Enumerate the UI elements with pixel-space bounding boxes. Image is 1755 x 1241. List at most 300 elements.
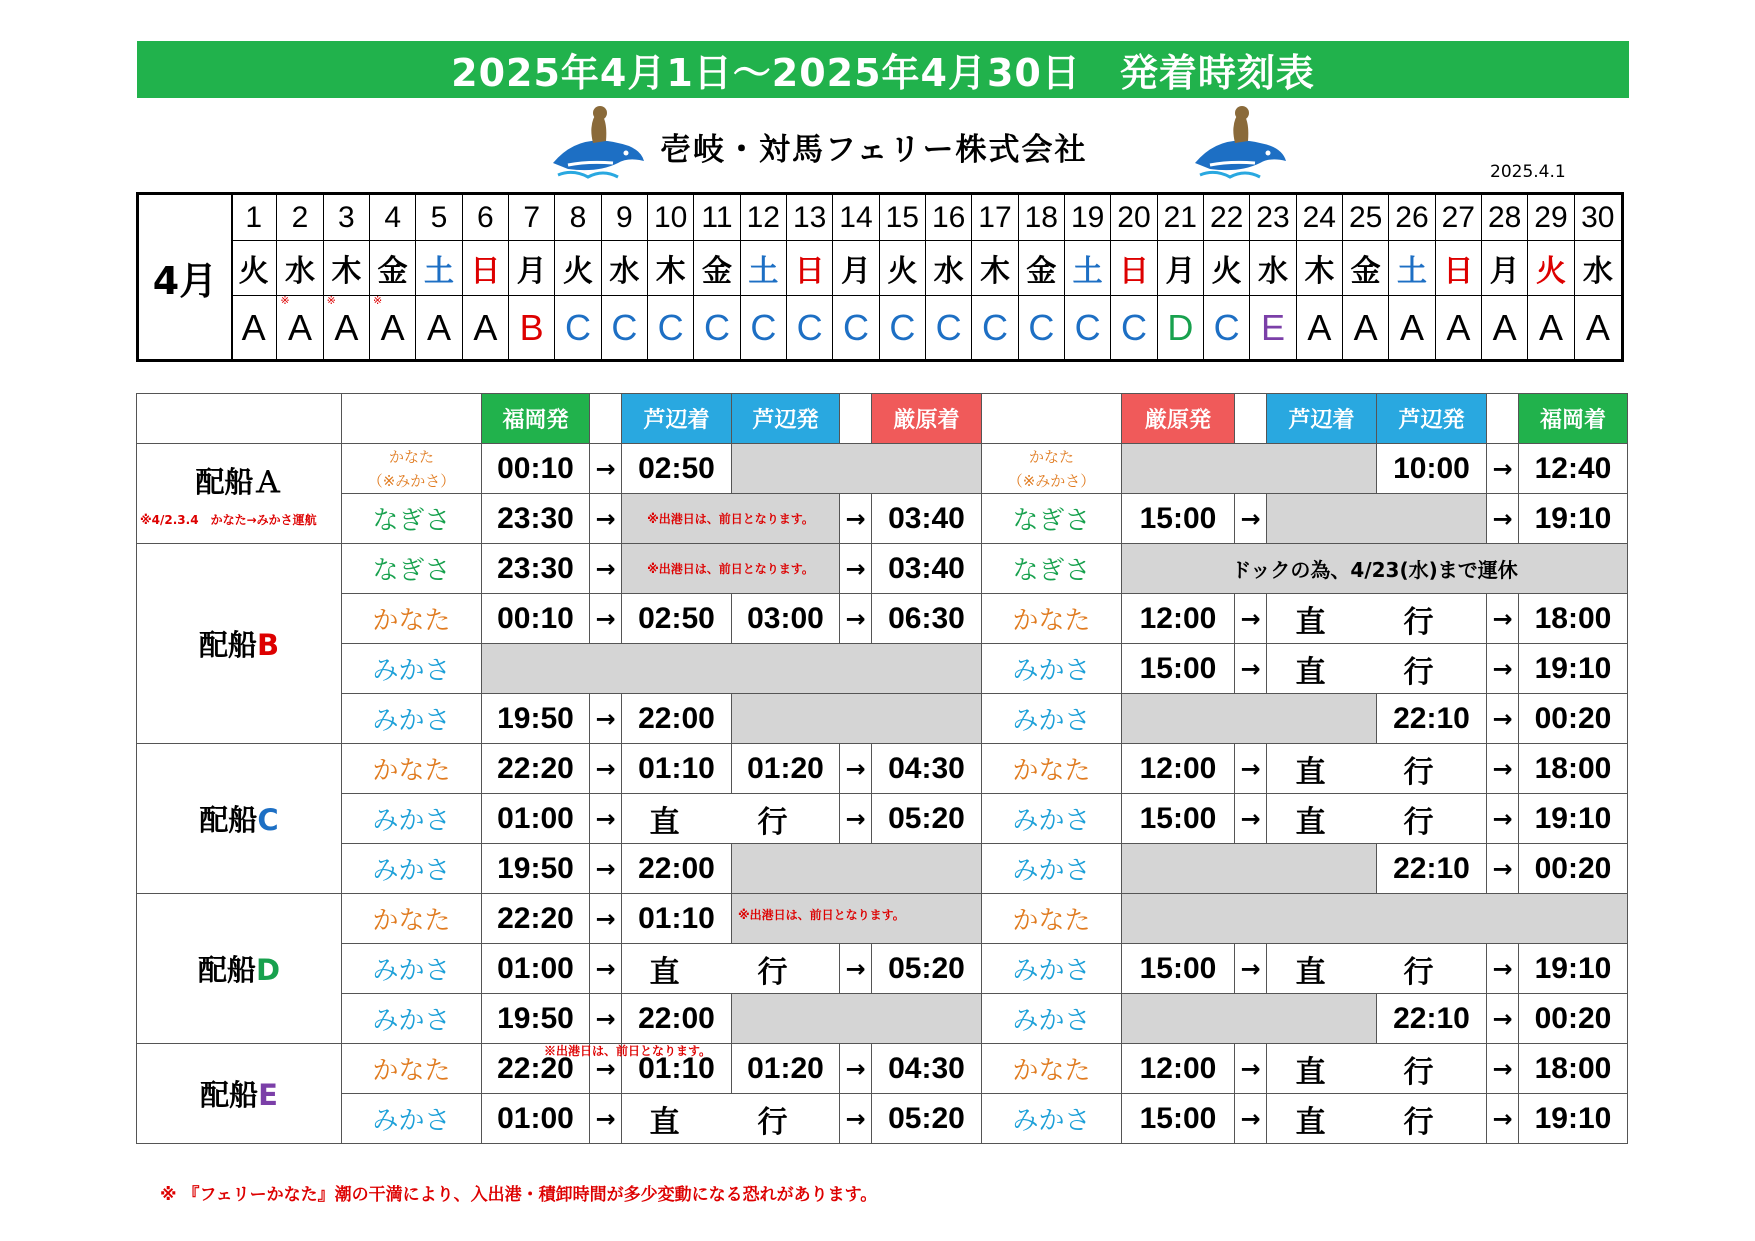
calendar-weekday: 日 [1111,241,1157,296]
calendar-code [555,296,601,359]
calendar-code-label: C [611,306,638,348]
arrow-cell: → [1487,444,1519,494]
arrow-cell: → [590,444,622,494]
calendar-day: 14 [833,195,879,241]
header-fukuoka-arr: 福岡着 [1519,394,1628,444]
calendar-day: 6 [463,195,509,241]
time-cell: 03:00 [732,594,840,644]
ship-name: みかさ [342,794,482,844]
ship-name: かなた [342,594,482,644]
arrow-cell: → [1487,994,1519,1044]
time-cell: 15:00 [1122,1094,1235,1144]
table-row [137,694,1628,744]
time-cell: 23:30 [482,544,590,594]
empty-cell [482,644,982,694]
calendar-day: 19 [1065,195,1111,241]
ship-name: なぎさ [982,494,1122,544]
arrow-cell: → [1487,694,1519,744]
calendar-day: 17 [972,195,1018,241]
time-cell: 00:10 [482,594,590,644]
empty-cell [732,444,982,494]
ship-name: みかさ [342,644,482,694]
calendar-code-label: C [703,306,730,348]
group-c-label: 配船C [137,744,342,894]
calendar-code-label: C [1213,306,1240,348]
calendar-code-label: D [1167,306,1194,348]
calendar-weekday: 土 [1065,241,1111,296]
calendar-code-label: A [1353,306,1378,348]
empty-cell [732,694,982,744]
direct-cell: 直 行 [622,944,840,994]
calendar-code [324,296,370,359]
header-ashibe-dep2: 芦辺発 [1377,394,1487,444]
group-a-note: ※4/2.3.4 かなた→みかさ運航 [140,512,317,527]
group-a-label: 配船Ａ ※4/2.3.4 かなた→みかさ運航 [137,444,342,544]
arrow-cell: → [1487,644,1519,694]
arrow-cell: → [1235,594,1267,644]
dolphin-mascot-icon [548,103,648,185]
ship-name: みかさ [982,994,1122,1044]
arrow-cell: → [590,944,622,994]
ship-name: かなた [982,744,1122,794]
time-cell: 19:10 [1519,494,1628,544]
arrow-cell: → [840,944,872,994]
calendar-day: 9 [602,195,648,241]
calendar [136,192,1624,362]
direct-cell: 直 行 [1267,1094,1487,1144]
ship-name: なぎさ [342,494,482,544]
table-row [137,744,1628,794]
calendar-mark: ※ [280,295,290,307]
time-cell: 12:00 [1122,744,1235,794]
time-cell: 22:10 [1377,994,1487,1044]
calendar-day: 2 [277,195,323,241]
calendar-weekday: 木 [1297,241,1343,296]
time-cell: 19:10 [1519,644,1628,694]
table-row [137,544,1628,594]
calendar-code-label: C [657,306,684,348]
header-empty [342,394,482,444]
table-row [137,1044,1628,1094]
time-cell: 01:10 [622,744,732,794]
calendar-code-label: C [842,306,869,348]
empty-cell [1122,444,1377,494]
calendar-weekday: 火 [1528,241,1574,296]
table-row [137,1094,1628,1144]
time-cell: 15:00 [1122,494,1235,544]
calendar-weekday: 日 [787,241,833,296]
table-row [137,644,1628,694]
calendar-code [370,296,416,359]
time-cell: 06:30 [872,594,982,644]
calendar-day: 7 [509,195,555,241]
calendar-code-label: A [287,306,312,348]
calendar-weekday: 土 [416,241,462,296]
calendar-code [1343,296,1389,359]
direct-cell: 直 行 [1267,794,1487,844]
ship-name: みかさ [342,844,482,894]
calendar-day: 12 [741,195,787,241]
calendar-weekday: 火 [880,241,926,296]
time-cell: 02:50 [622,444,732,494]
calendar-day: 20 [1111,195,1157,241]
calendar-code [880,296,926,359]
direct-cell: 直 行 [1267,744,1487,794]
time-cell: 05:20 [872,944,982,994]
calendar-weekday: 金 [694,241,740,296]
ship-name: なぎさ [342,544,482,594]
arrow-cell: → [1235,1094,1267,1144]
ship-name: かなた （※みかさ） [342,444,482,494]
note-cell: ※出港日は、前日となります。 [622,494,840,544]
dock-notice: ドックの為、4/23(水)まで運休 [1122,544,1628,594]
header-ashibe-arr: 芦辺着 [622,394,732,444]
time-cell: 19:10 [1519,794,1628,844]
ship-name: みかさ [982,794,1122,844]
calendar-weekday: 水 [1575,241,1621,296]
time-cell: 22:20 [482,894,590,944]
header-izuhara-dep: 厳原発 [1122,394,1235,444]
header-empty [982,394,1122,444]
time-cell: 22:10 [1377,844,1487,894]
arrow-cell: → [1487,1044,1519,1094]
calendar-code [509,296,555,359]
ship-name: かなた [982,894,1122,944]
arrow-cell: → [1487,744,1519,794]
table-row [137,444,1628,494]
calendar-code-label: C [889,306,916,348]
calendar-day: 4 [370,195,416,241]
ship-name: かなた [342,1044,482,1094]
arrow-cell: → [840,544,872,594]
time-cell: 00:20 [1519,844,1628,894]
group-e-label: 配船E [137,1044,342,1144]
calendar-day: 29 [1528,195,1574,241]
time-cell: 05:20 [872,794,982,844]
calendar-code [648,296,694,359]
ship-name: みかさ [982,694,1122,744]
arrow-cell: → [590,494,622,544]
arrow-cell: → [1487,594,1519,644]
calendar-day: 25 [1343,195,1389,241]
time-cell: 15:00 [1122,644,1235,694]
time-cell: 01:10 [622,894,732,944]
time-cell: 19:50 [482,844,590,894]
calendar-code [694,296,740,359]
ship-name: かなた （※みかさ） [982,444,1122,494]
arrow-cell: → [590,1094,622,1144]
calendar-weekday: 木 [972,241,1018,296]
calendar-weekday: 月 [1158,241,1204,296]
calendar-code [1158,296,1204,359]
note-cell: ※出港日は、前日となります。 [622,544,840,594]
ship-name: なぎさ [982,544,1122,594]
arrow-cell: → [840,1094,872,1144]
calendar-code-label: B [519,306,544,348]
calendar-mark: ※ [326,295,336,307]
arrow-cell: → [590,844,622,894]
arrow-cell: → [1235,944,1267,994]
time-cell: 22:20 [482,1044,590,1094]
header-row [137,394,1628,444]
calendar-code-label: C [750,306,777,348]
calendar-day: 11 [694,195,740,241]
calendar-weekday: 月 [833,241,879,296]
calendar-mark: ※ [372,295,383,307]
calendar-code [1111,296,1157,359]
table-row [137,794,1628,844]
calendar-day: 23 [1250,195,1296,241]
calendar-weekday: 火 [1204,241,1250,296]
time-cell: 18:00 [1519,1044,1628,1094]
calendar-day: 27 [1436,195,1482,241]
time-cell: 22:10 [1377,694,1487,744]
ship-name: かなた [982,594,1122,644]
header-fukuoka-dep: 福岡発 [482,394,590,444]
header-ashibe-arr2: 芦辺着 [1267,394,1377,444]
time-cell: 22:00 [622,994,732,1044]
ship-name: かなた [342,744,482,794]
calendar-day: 15 [880,195,926,241]
time-cell: 04:30 [872,744,982,794]
calendar-weekday: 金 [370,241,416,296]
calendar-day: 8 [555,195,601,241]
time-cell: 10:00 [1377,444,1487,494]
calendar-code [741,296,787,359]
calendar-code-label: A [1446,306,1471,348]
calendar-code-label: A [380,306,405,348]
time-cell: 01:20 [732,744,840,794]
time-cell: 00:20 [1519,694,1628,744]
arrow-cell: → [840,1044,872,1094]
direct-cell: 直 行 [1267,1044,1487,1094]
calendar-weekday: 水 [277,241,323,296]
page-title: 2025年4月1日～2025年4月30日 発着時刻表 [137,41,1629,98]
calendar-code-label: A [473,306,498,348]
calendar-code [463,296,509,359]
calendar-code [972,296,1018,359]
arrow-cell: → [1487,494,1519,544]
header-izuhara-arr: 厳原着 [872,394,982,444]
arrow-cell: → [590,1044,622,1094]
ship-name: みかさ [342,944,482,994]
company-name: 壱岐・対馬フェリー株式会社 [660,132,1088,168]
ship-name: みかさ [982,1094,1122,1144]
calendar-weekday: 火 [231,241,277,296]
arrow-cell: → [590,794,622,844]
time-cell: 12:00 [1122,594,1235,644]
time-cell: ※出港日は、前日となります。 01:10 [622,1044,732,1094]
calendar-code-label: A [241,306,266,348]
time-cell: 18:00 [1519,744,1628,794]
time-cell: 12:00 [1122,1044,1235,1094]
calendar-weekday: 木 [648,241,694,296]
time-cell: 23:30 [482,494,590,544]
time-cell: 01:20 [732,1044,840,1094]
group-b-label: 配船B [137,544,342,744]
calendar-code-label: A [1538,306,1563,348]
time-cell: 04:30 [872,1044,982,1094]
calendar-weekday: 水 [1250,241,1296,296]
calendar-day: 18 [1019,195,1065,241]
timetable [136,393,1628,1144]
calendar-code [416,296,462,359]
calendar-code-label: A [1492,306,1517,348]
table-row [137,994,1628,1044]
calendar-code [1204,296,1250,359]
calendar-weekday: 日 [1436,241,1482,296]
calendar-code-label: E [1260,306,1285,348]
revision-date: 2025.4.1 [1490,162,1566,182]
arrow-cell: → [840,744,872,794]
time-cell: 12:40 [1519,444,1628,494]
note-cell: ※出港日は、前日となります。 [732,894,982,944]
arrow-cell: → [590,594,622,644]
header-empty [1487,394,1519,444]
table-row [137,844,1628,894]
direct-cell: 直 行 [1267,644,1487,694]
calendar-code [277,296,323,359]
calendar-weekday: 月 [1482,241,1528,296]
empty-cell [1267,494,1487,544]
calendar-day: 10 [648,195,694,241]
time-cell: 22:20 [482,744,590,794]
calendar-grid [231,195,1621,359]
table-row [137,894,1628,944]
arrow-cell: → [1487,1094,1519,1144]
time-cell: 00:20 [1519,994,1628,1044]
calendar-code [926,296,972,359]
header-empty [590,394,622,444]
calendar-weekday: 金 [1019,241,1065,296]
arrow-cell: → [1487,844,1519,894]
calendar-code [1250,296,1296,359]
time-cell: 22:00 [622,844,732,894]
calendar-weekday: 金 [1343,241,1389,296]
calendar-day: 5 [416,195,462,241]
calendar-code [602,296,648,359]
calendar-day: 24 [1297,195,1343,241]
ship-name: みかさ [342,694,482,744]
arrow-cell: → [1235,794,1267,844]
empty-cell [1122,694,1377,744]
time-cell: 22:00 [622,694,732,744]
note-prev-day: ※出港日は、前日となります。 [544,1044,712,1058]
arrow-cell: → [590,544,622,594]
time-cell: 15:00 [1122,944,1235,994]
ship-name: みかさ [342,994,482,1044]
dolphin-mascot-icon [1190,103,1290,185]
time-cell: 15:00 [1122,794,1235,844]
calendar-code-label: A [426,306,451,348]
calendar-code [231,296,277,359]
direct-cell: 直 行 [1267,594,1487,644]
direct-cell: 直 行 [622,1094,840,1144]
arrow-cell: → [590,894,622,944]
calendar-code [1065,296,1111,359]
header-empty [840,394,872,444]
calendar-day: 16 [926,195,972,241]
ship-name: みかさ [342,1094,482,1144]
header-ashibe-dep: 芦辺発 [732,394,840,444]
header-empty [137,394,342,444]
calendar-code-label: C [981,306,1008,348]
time-cell: 01:00 [482,1094,590,1144]
table-row [137,944,1628,994]
direct-cell: 直 行 [622,794,840,844]
calendar-code [1528,296,1574,359]
ship-name: かなた [342,894,482,944]
arrow-cell: → [1487,944,1519,994]
time-cell: 01:00 [482,944,590,994]
calendar-day: 28 [1482,195,1528,241]
empty-cell [732,844,982,894]
group-d-label: 配船D [137,894,342,1044]
header-empty [1235,394,1267,444]
time-cell: 03:40 [872,544,982,594]
empty-cell [732,994,982,1044]
empty-cell [1122,994,1377,1044]
arrow-cell: → [840,594,872,644]
calendar-code-label: C [1028,306,1055,348]
calendar-code-label: C [564,306,591,348]
calendar-day: 30 [1575,195,1621,241]
arrow-cell: → [1235,744,1267,794]
calendar-code [833,296,879,359]
empty-cell [1122,844,1377,894]
arrow-cell: → [840,794,872,844]
time-cell: 18:00 [1519,594,1628,644]
time-cell: 19:10 [1519,1094,1628,1144]
calendar-code [1482,296,1528,359]
ship-name: みかさ [982,944,1122,994]
calendar-code-label: A [1399,306,1424,348]
table-row [137,494,1628,544]
calendar-code [1389,296,1435,359]
calendar-weekday: 水 [926,241,972,296]
calendar-weekday: 木 [324,241,370,296]
arrow-cell: → [590,694,622,744]
arrow-cell: → [590,994,622,1044]
time-cell: 00:10 [482,444,590,494]
time-cell: 19:50 [482,994,590,1044]
calendar-weekday: 火 [555,241,601,296]
time-cell: 03:40 [872,494,982,544]
arrow-cell: → [840,494,872,544]
calendar-weekday: 月 [509,241,555,296]
calendar-day: 22 [1204,195,1250,241]
time-cell: 19:10 [1519,944,1628,994]
calendar-weekday: 日 [463,241,509,296]
arrow-cell: → [590,744,622,794]
calendar-code-label: C [796,306,823,348]
calendar-day: 21 [1158,195,1204,241]
calendar-weekday: 土 [1389,241,1435,296]
calendar-day: 13 [787,195,833,241]
arrow-cell: → [1235,644,1267,694]
time-cell: 01:00 [482,794,590,844]
calendar-code [787,296,833,359]
calendar-weekday: 土 [741,241,787,296]
calendar-day: 26 [1389,195,1435,241]
calendar-weekday: 水 [602,241,648,296]
calendar-code-label: C [1120,306,1147,348]
calendar-code [1019,296,1065,359]
calendar-code [1575,296,1621,359]
arrow-cell: → [1235,1044,1267,1094]
arrow-cell: → [1487,794,1519,844]
calendar-code-label: A [1585,306,1610,348]
